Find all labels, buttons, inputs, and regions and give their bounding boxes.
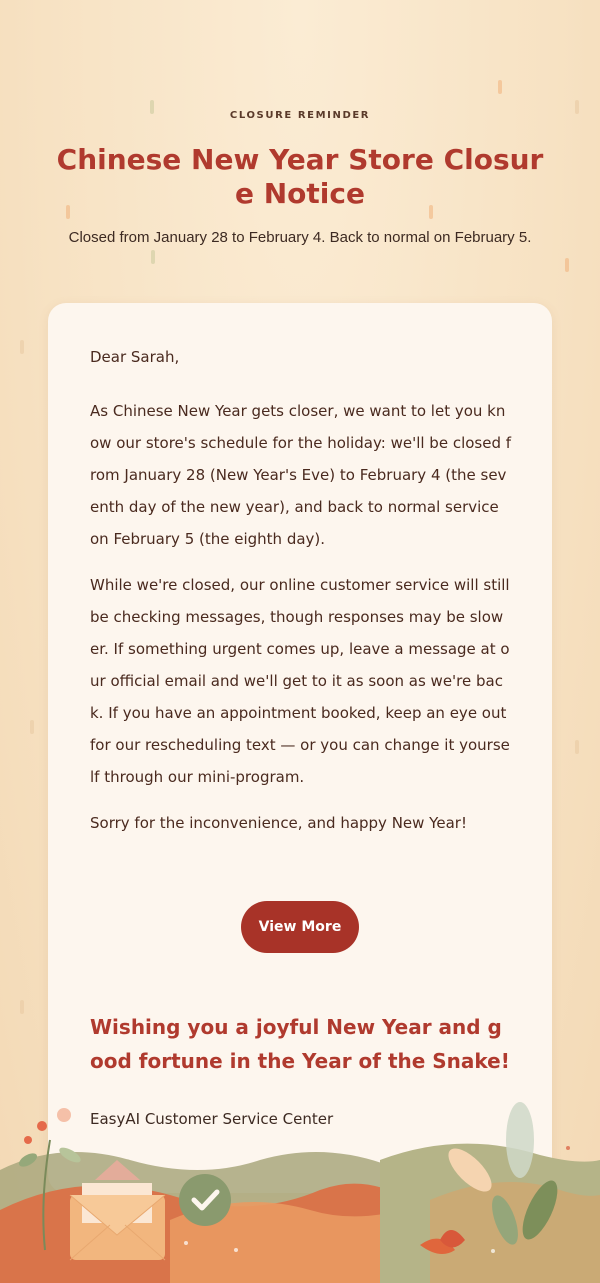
new-year-wish: Wishing you a joyful New Year and good fortune in the Year of the Snake! — [90, 1015, 510, 1073]
decorative-scene — [0, 1100, 600, 1283]
letter-body — [90, 345, 512, 853]
page-subtitle: Closed from January 28 to February 4. Back to normal on February 5. — [68, 229, 532, 246]
signature: EasyAI Customer Service Center — [90, 1110, 334, 1128]
checkmark-icon — [179, 1174, 231, 1226]
paragraph: As Chinese New Year gets closer, we want to let you know our store's schedule for the holiday: we'll be closed from January 28 (New Year's Eve) to February 4 (the seventh day of the new year), and back to normal service on February 5 (the eighth day). — [90, 402, 512, 548]
greeting: Dear Sarah, — [90, 348, 180, 366]
page-title: Chinese New Year Store Closure Notice — [56, 143, 544, 210]
paragraph: Sorry for the inconvenience, and happy New Year! — [90, 814, 467, 832]
letter-card — [48, 303, 552, 1193]
view-more-button[interactable]: View More — [241, 901, 359, 953]
kicker-label: CLOSURE REMINDER — [229, 110, 371, 121]
paragraph: While we're closed, our online customer service will still be checking messages, though responses may be slower. If something urgent comes up, leave a message at our official email and we'll get to it as soon as we're back. If you have an appointment booked, keep an eye out for our rescheduling text — or you can change it yourself through our mini-program. — [90, 576, 510, 786]
